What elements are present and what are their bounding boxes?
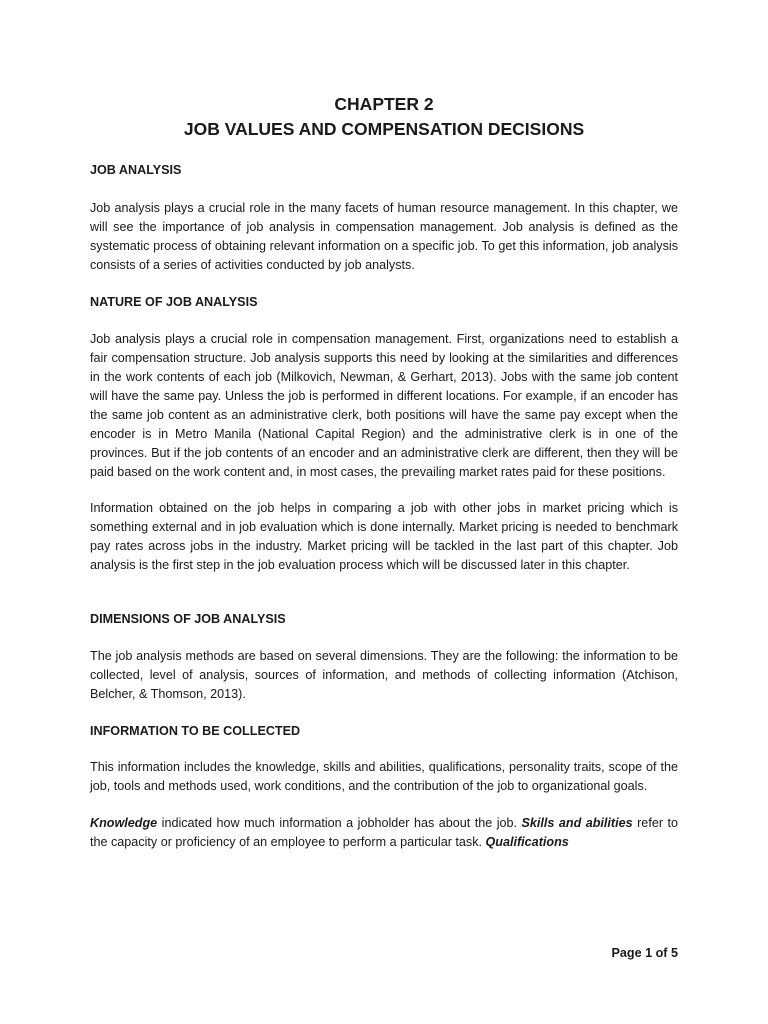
paragraph-job-analysis: Job analysis plays a crucial role in the many facets of human resource management. In this chapter, we will see the importance of job analysis in compensation management. Job analysis is defined as the systematic process of obtaining relevant information on a specific job. To get this information, job analysis consists of a series of activities conducted by job analysts. <box>90 201 678 272</box>
heading-dimensions-of-job-analysis: DIMENSIONS OF JOB ANALYSIS <box>90 612 286 626</box>
term-qualifications: Qualifications <box>485 835 569 849</box>
heading-information-to-be-collected: INFORMATION TO BE COLLECTED <box>90 724 301 738</box>
page-prefix: Page <box>611 946 646 960</box>
document-page <box>90 92 678 852</box>
page-number <box>600 944 678 963</box>
text-knowledge: indicated how much information a jobholder has about the job. <box>157 816 522 830</box>
paragraph-nature-2: Information obtained on the job helps in comparing a job with other jobs in market pricing which is something external and in job evaluation which is done internally. Market pricing is needed to benchmark pay rates across jobs in the industry. Market pricing will be tackled in the last part of this chapter. Job analysis is the first step in the job evaluation process which will be discussed later in this chapter. <box>90 501 678 572</box>
paragraph-dimensions: The job analysis methods are based on several dimensions. They are the following: the information to be collected, level of analysis, sources of information, and methods of collecting information (Atchison, Belcher, & Thomson, 2013). <box>90 649 678 701</box>
page-current: 1 <box>645 946 653 960</box>
page-of: of <box>652 946 671 960</box>
heading-nature-of-job-analysis: NATURE OF JOB ANALYSIS <box>90 295 258 309</box>
paragraph-knowledge-skills <box>90 814 678 852</box>
paragraph-information: This information includes the knowledge, skills and abilities, qualifications, personality traits, scope of the job, tools and methods used, work conditions, and the contribution of the job to organizational goals. <box>90 760 678 793</box>
term-skills-and-abilities: Skills and abilities <box>521 816 633 830</box>
page-total: 5 <box>670 946 678 960</box>
text-skills: refer to the capacity or proficiency of an employee to perform a particular task. <box>90 816 678 849</box>
heading-job-analysis: JOB ANALYSIS <box>90 163 182 177</box>
paragraph-nature-1: Job analysis plays a crucial role in compensation management. First, organizations need to establish a fair compensation structure. Job analysis supports this need by looking at the similarities and differences in the work contents of each job (Milkovich, Newman, & Gerhart, 2013). Jobs with the same job content will have the same pay. Unless the job is performed in different locations. For example, if an encoder has the same job content as an administrative clerk, both positions will have the same pay except when the encoder is in Metro Manila (National Capital Region) and the administrative clerk is in one of the provinces. But if the job contents of an encoder and an administrative clerk are different, then they will be paid based on the work content and, in most cases, the prevailing market rates paid for these positions. <box>90 332 678 479</box>
term-knowledge: Knowledge <box>90 816 158 830</box>
chapter-title: JOB VALUES AND COMPENSATION DECISIONS <box>183 119 585 139</box>
chapter-label: CHAPTER 2 <box>334 94 434 114</box>
